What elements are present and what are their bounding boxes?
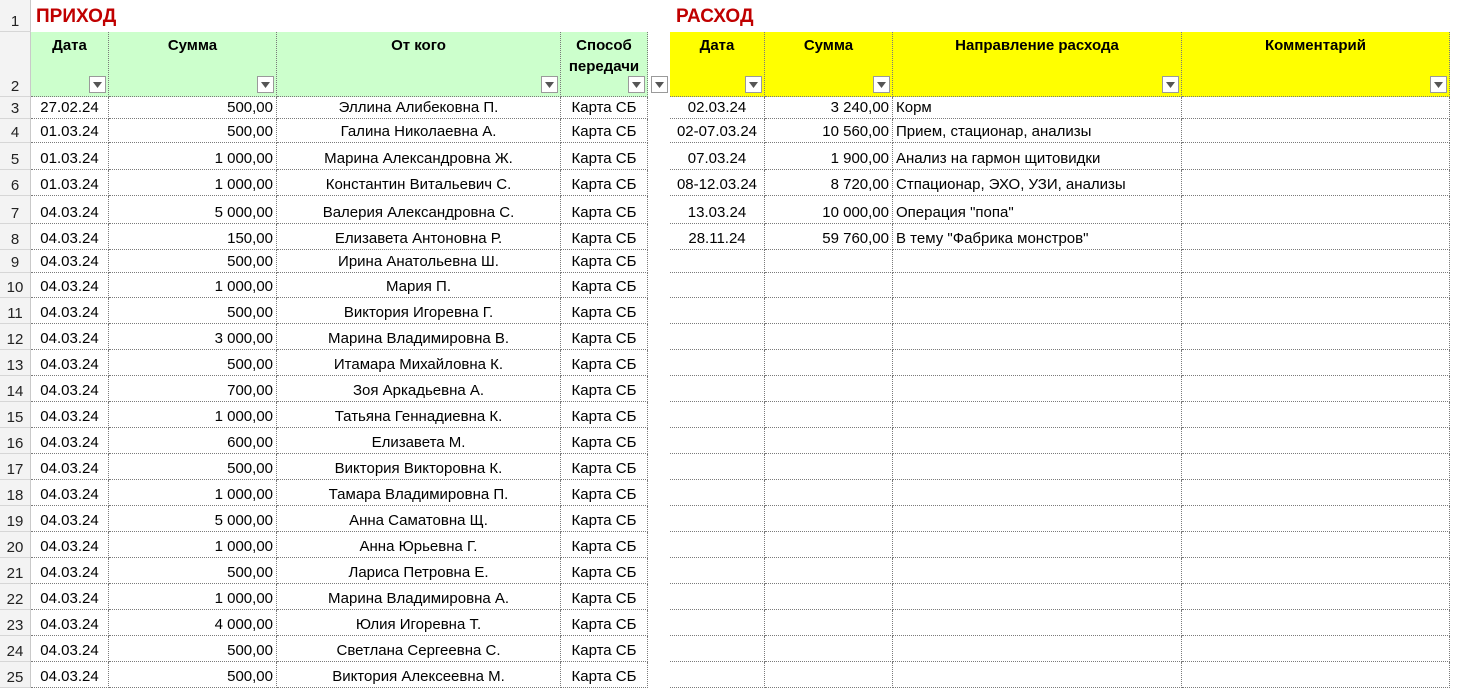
income-cell[interactable]: Виктория Алексеевна М. [277,662,561,688]
row-header[interactable]: 12 [0,324,31,350]
income-cell[interactable]: Татьяна Геннадиевна К. [277,402,561,428]
row-header[interactable]: 8 [0,224,31,250]
income-cell[interactable]: Карта СБ [561,584,648,610]
expense-cell[interactable] [670,610,765,636]
dropdown-arrow-icon [877,82,886,88]
income-cell[interactable]: Виктория Викторовна К. [277,454,561,480]
income-cell[interactable]: 04.03.24 [31,636,109,662]
row-header[interactable]: 14 [0,376,31,402]
income-cell[interactable]: 01.03.24 [31,143,109,170]
income-cell[interactable]: 04.03.24 [31,506,109,532]
income-cell[interactable]: 1 000,00 [109,532,277,558]
income-cell[interactable]: 04.03.24 [31,558,109,584]
expense-header-1[interactable]: Сумма [765,32,893,97]
expense-cell[interactable] [765,662,893,688]
income-cell[interactable]: Карта СБ [561,662,648,688]
income-cell[interactable]: Карта СБ [561,480,648,506]
income-cell[interactable]: 150,00 [109,224,277,250]
income-cell[interactable]: 04.03.24 [31,196,109,224]
expense-cell[interactable] [893,610,1182,636]
row-header[interactable]: 21 [0,558,31,584]
expense-cell[interactable] [765,350,893,376]
income-cell[interactable]: Виктория Игоревна Г. [277,298,561,324]
income-cell[interactable]: 04.03.24 [31,250,109,273]
expense-cell[interactable] [670,298,765,324]
income-cell[interactable]: 500,00 [109,119,277,143]
expense-cell[interactable] [765,324,893,350]
row-header[interactable]: 11 [0,298,31,324]
income-cell[interactable]: 4 000,00 [109,610,277,636]
expense-cell[interactable]: 08-12.03.24 [670,170,765,196]
dropdown-arrow-icon [1166,82,1175,88]
expense-cell[interactable]: Прием, стационар, анализы [893,119,1182,143]
income-cell[interactable]: 04.03.24 [31,584,109,610]
income-cell[interactable]: 600,00 [109,428,277,454]
income-cell[interactable]: Елизавета М. [277,428,561,454]
expense-cell[interactable] [670,532,765,558]
expense-cell[interactable] [765,480,893,506]
expense-cell[interactable] [765,454,893,480]
income-cell[interactable]: 04.03.24 [31,298,109,324]
income-cell[interactable]: Карта СБ [561,532,648,558]
expense-filter-button[interactable] [745,76,762,93]
income-cell[interactable]: 1 000,00 [109,143,277,170]
expense-filter-button[interactable] [873,76,890,93]
expense-cell[interactable] [1182,636,1450,662]
row-header[interactable]: 18 [0,480,31,506]
income-header-2[interactable]: От кого [277,32,561,97]
income-cell[interactable]: 04.03.24 [31,610,109,636]
income-cell[interactable]: Карта СБ [561,250,648,273]
expense-cell[interactable]: 8 720,00 [765,170,893,196]
income-filter-button[interactable] [89,76,106,93]
expense-cell[interactable] [1182,558,1450,584]
expense-cell[interactable] [670,480,765,506]
expense-cell[interactable] [1182,324,1450,350]
expense-cell[interactable] [893,350,1182,376]
expense-cell[interactable]: 02.03.24 [670,97,765,119]
income-cell[interactable]: 04.03.24 [31,376,109,402]
income-cell[interactable]: Итамара Михайловна К. [277,350,561,376]
expense-cell[interactable] [1182,298,1450,324]
income-cell[interactable]: 5 000,00 [109,196,277,224]
expense-cell[interactable] [670,506,765,532]
expense-cell[interactable] [1182,376,1450,402]
income-cell[interactable]: 1 000,00 [109,584,277,610]
income-filter-button[interactable] [541,76,558,93]
income-cell[interactable]: Светлана Сергеевна С. [277,636,561,662]
income-cell[interactable]: Марина Александровна Ж. [277,143,561,170]
expense-cell[interactable] [1182,97,1450,119]
expense-cell[interactable] [893,402,1182,428]
expense-cell[interactable] [1182,170,1450,196]
expense-cell[interactable] [670,376,765,402]
expense-cell[interactable] [893,428,1182,454]
dropdown-arrow-icon [261,82,270,88]
income-cell[interactable]: 500,00 [109,350,277,376]
expense-cell[interactable] [893,250,1182,273]
dropdown-arrow-icon [545,82,554,88]
income-cell[interactable]: Карта СБ [561,428,648,454]
income-cell[interactable]: Карта СБ [561,558,648,584]
expense-cell[interactable] [670,428,765,454]
expense-cell[interactable] [670,636,765,662]
row-header[interactable]: 25 [0,662,31,688]
income-cell[interactable]: Карта СБ [561,350,648,376]
expense-cell[interactable] [1182,584,1450,610]
income-cell[interactable]: 01.03.24 [31,170,109,196]
income-cell[interactable]: 500,00 [109,250,277,273]
dropdown-arrow-icon [93,82,102,88]
row-header[interactable]: 13 [0,350,31,376]
income-cell[interactable]: 500,00 [109,662,277,688]
dropdown-arrow-icon [749,82,758,88]
income-cell[interactable]: Карта СБ [561,119,648,143]
income-cell[interactable]: 04.03.24 [31,480,109,506]
income-cell[interactable]: Анна Саматовна Щ. [277,506,561,532]
expense-cell[interactable] [1182,402,1450,428]
income-cell[interactable]: Валерия Александровна С. [277,196,561,224]
income-cell[interactable]: Карта СБ [561,636,648,662]
expense-header-3[interactable]: Комментарий [1182,32,1450,97]
income-cell[interactable]: 1 000,00 [109,402,277,428]
expense-cell[interactable] [893,298,1182,324]
expense-cell[interactable] [670,324,765,350]
expense-cell[interactable] [670,558,765,584]
expense-cell[interactable] [765,298,893,324]
row-header[interactable]: 19 [0,506,31,532]
expense-cell[interactable] [670,454,765,480]
expense-cell[interactable]: 07.03.24 [670,143,765,170]
row-header[interactable]: 7 [0,196,31,224]
income-cell[interactable]: 04.03.24 [31,324,109,350]
dropdown-arrow-icon [655,82,664,88]
expense-header-0[interactable]: Дата [670,32,765,97]
income-filter-button[interactable] [628,76,645,93]
expense-cell[interactable]: 1 900,00 [765,143,893,170]
income-cell[interactable]: Карта СБ [561,402,648,428]
income-cell[interactable]: Ирина Анатольевна Ш. [277,250,561,273]
expense-cell[interactable] [1182,662,1450,688]
expense-filter-button[interactable] [1162,76,1179,93]
income-cell[interactable]: Марина Владимировна А. [277,584,561,610]
expense-cell[interactable] [1182,224,1450,250]
expense-cell[interactable]: 59 760,00 [765,224,893,250]
expense-cell[interactable] [1182,143,1450,170]
row-header[interactable]: 1 [0,0,31,32]
expense-title: РАСХОД [676,6,754,27]
income-cell[interactable]: Зоя Аркадьевна А. [277,376,561,402]
income-cell[interactable]: Тамара Владимировна П. [277,480,561,506]
income-filter-button[interactable] [257,76,274,93]
income-header-1[interactable]: Сумма [109,32,277,97]
income-cell[interactable]: Карта СБ [561,224,648,250]
income-cell[interactable]: Карта СБ [561,610,648,636]
expense-cell[interactable] [765,636,893,662]
row-header[interactable]: 22 [0,584,31,610]
expense-cell[interactable] [893,662,1182,688]
row-header[interactable]: 15 [0,402,31,428]
expense-cell[interactable]: Корм [893,97,1182,119]
expense-cell[interactable]: В тему "Фабрика монстров" [893,224,1182,250]
expense-cell[interactable] [765,273,893,298]
expense-cell[interactable] [670,350,765,376]
income-cell[interactable]: 01.03.24 [31,119,109,143]
income-header-3[interactable]: Способ передачи [561,32,648,97]
expense-cell[interactable] [893,324,1182,350]
income-cell[interactable]: 04.03.24 [31,428,109,454]
expense-cell[interactable]: 3 240,00 [765,97,893,119]
expense-cell[interactable] [765,610,893,636]
dropdown-arrow-icon [632,82,641,88]
income-cell[interactable]: 04.03.24 [31,454,109,480]
income-cell[interactable]: Эллина Алибековна П. [277,97,561,119]
income-cell[interactable]: 27.02.24 [31,97,109,119]
row-header[interactable]: 16 [0,428,31,454]
income-cell[interactable]: Анна Юрьевна Г. [277,532,561,558]
income-cell[interactable]: 500,00 [109,558,277,584]
expense-cell[interactable] [1182,454,1450,480]
income-cell[interactable]: Карта СБ [561,506,648,532]
expense-cell[interactable] [670,273,765,298]
income-cell[interactable]: Юлия Игоревна Т. [277,610,561,636]
expense-cell[interactable] [1182,480,1450,506]
income-cell[interactable]: 1 000,00 [109,273,277,298]
row-header[interactable]: 20 [0,532,31,558]
expense-cell[interactable] [765,402,893,428]
row-header[interactable]: 17 [0,454,31,480]
expense-filter-button[interactable] [1430,76,1447,93]
income-cell[interactable]: 1 000,00 [109,480,277,506]
income-cell[interactable]: Карта СБ [561,376,648,402]
expense-cell[interactable] [765,428,893,454]
expense-cell[interactable] [765,376,893,402]
expense-cell[interactable] [893,454,1182,480]
income-cell[interactable]: 500,00 [109,636,277,662]
income-cell[interactable]: Елизавета Антоновна Р. [277,224,561,250]
income-cell[interactable]: Лариса Петровна Е. [277,558,561,584]
expense-cell[interactable] [765,584,893,610]
income-cell[interactable]: 04.03.24 [31,224,109,250]
expense-cell[interactable] [765,532,893,558]
row-header[interactable]: 3 [0,97,31,119]
income-cell[interactable]: 04.03.24 [31,273,109,298]
expense-cell[interactable] [1182,532,1450,558]
row-header[interactable]: 10 [0,273,31,298]
income-cell[interactable]: 700,00 [109,376,277,402]
expense-cell[interactable] [893,480,1182,506]
income-cell[interactable]: Карта СБ [561,273,648,298]
expense-cell[interactable] [670,662,765,688]
expense-cell[interactable] [1182,119,1450,143]
row-header[interactable]: 5 [0,143,31,170]
expense-cell[interactable] [765,506,893,532]
row-header[interactable]: 24 [0,636,31,662]
income-extra-filter-button[interactable] [651,76,668,93]
income-cell[interactable]: 500,00 [109,454,277,480]
expense-cell[interactable]: 10 560,00 [765,119,893,143]
income-cell[interactable]: Карта СБ [561,196,648,224]
income-cell[interactable]: 04.03.24 [31,402,109,428]
expense-cell[interactable]: 13.03.24 [670,196,765,224]
income-title: ПРИХОД [36,6,117,27]
expense-header-2[interactable]: Направление расхода [893,32,1182,97]
income-cell[interactable]: Марина Владимировна В. [277,324,561,350]
income-cell[interactable]: Мария П. [277,273,561,298]
income-cell[interactable]: 04.03.24 [31,350,109,376]
income-cell[interactable]: Карта СБ [561,143,648,170]
row-header[interactable]: 4 [0,119,31,143]
expense-cell[interactable]: 10 000,00 [765,196,893,224]
row-header[interactable]: 9 [0,250,31,273]
expense-cell[interactable] [1182,428,1450,454]
income-cell[interactable]: 5 000,00 [109,506,277,532]
income-cell[interactable]: 500,00 [109,298,277,324]
income-cell[interactable]: 3 000,00 [109,324,277,350]
income-cell[interactable]: Карта СБ [561,170,648,196]
row-header[interactable]: 2 [0,32,31,97]
income-cell[interactable]: Карта СБ [561,97,648,119]
expense-cell[interactable] [670,584,765,610]
expense-cell[interactable] [1182,250,1450,273]
income-cell[interactable]: Карта СБ [561,298,648,324]
expense-cell[interactable] [1182,610,1450,636]
expense-cell[interactable] [765,558,893,584]
expense-cell[interactable] [893,506,1182,532]
expense-cell[interactable] [893,273,1182,298]
income-cell[interactable]: 04.03.24 [31,662,109,688]
income-cell[interactable]: Константин Витальевич С. [277,170,561,196]
income-cell[interactable]: 04.03.24 [31,532,109,558]
expense-cell[interactable]: Стпационар, ЭХО, УЗИ, анализы [893,170,1182,196]
expense-cell[interactable] [893,532,1182,558]
expense-cell[interactable]: Операция "попа" [893,196,1182,224]
expense-cell[interactable]: Анализ на гармон щитовидки [893,143,1182,170]
row-header[interactable]: 23 [0,610,31,636]
expense-cell[interactable] [765,250,893,273]
income-header-0[interactable]: Дата [31,32,109,97]
expense-cell[interactable]: 02-07.03.24 [670,119,765,143]
income-cell[interactable]: Галина Николаевна А. [277,119,561,143]
expense-cell[interactable] [893,636,1182,662]
income-cell[interactable]: 500,00 [109,97,277,119]
expense-cell[interactable] [1182,350,1450,376]
expense-cell[interactable] [893,376,1182,402]
expense-cell[interactable] [893,558,1182,584]
expense-cell[interactable] [670,250,765,273]
expense-cell[interactable] [1182,506,1450,532]
income-cell[interactable]: Карта СБ [561,454,648,480]
income-cell[interactable]: Карта СБ [561,324,648,350]
row-header[interactable]: 6 [0,170,31,196]
expense-cell[interactable]: 28.11.24 [670,224,765,250]
expense-cell[interactable] [893,584,1182,610]
expense-cell[interactable] [1182,196,1450,224]
expense-cell[interactable] [1182,273,1450,298]
dropdown-arrow-icon [1434,82,1443,88]
expense-cell[interactable] [670,402,765,428]
income-cell[interactable]: 1 000,00 [109,170,277,196]
